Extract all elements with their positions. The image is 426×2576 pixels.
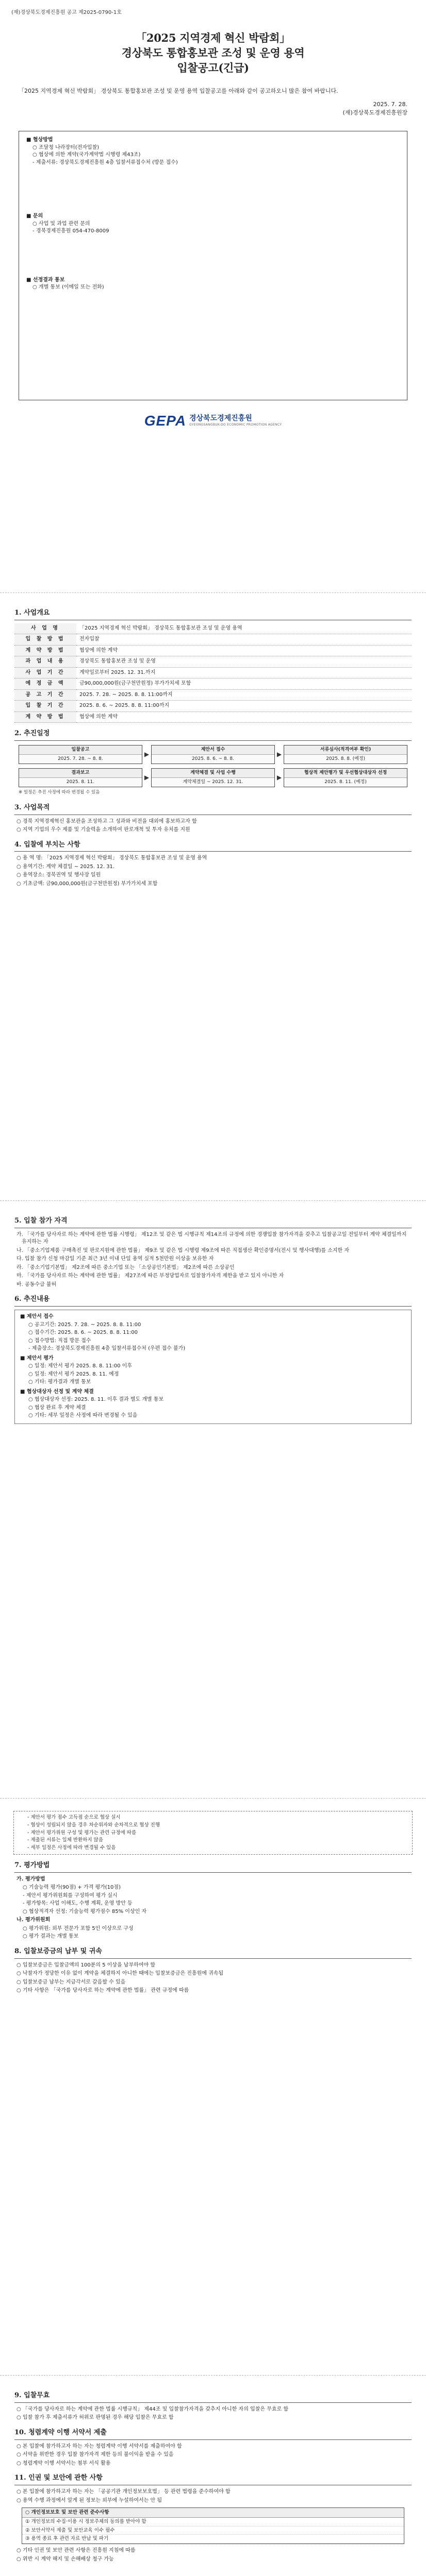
- process-box: ■ 제안서 접수 ○ 공고기간: 2025. 7. 28. ~ 2025. 8. 8. 11:00 ○ 접수기간: 2025. 8. 6. ~ 2025. 8. 8. 11:00 ○ 접수방법: 직접 방문 접수 - 제출장소: 경상북도경제진흥원 4층 입찰서류접수처 (우편 접수 불가) ■ 제안서 평가 ○ 일정: 제안서 평가 2025. 8. 8. 11:00 이후 ○ 일정: 제안서 평가 2025. 8. 11. 예정 ○ 기타: 평가결과 개별 통보 ■ 협상대상자 선정 및 계약 체결 ○ 협상대상자 선정: 2025. 8. 11. 이후 결과 별도 개별 통보 ○ 협상 완료 후 계약 체결 ○ 기타: 세부 일정은 사정에 따라 변경될 수 있음: [14, 1310, 412, 1424]
- info-box: ■ 협상방법 ○ 조달청 나라장터(전자입찰) ○ 협상에 의한 계약(국가계약법 시행령 제43조) - 제출서류: 경상북도경제진흥원 4층 입찰서류접수처 (방문 접수) ■ 문의 ○ 사업 및 과업 관련 문의 - 경북경제진흥원 054-470-8009 ■ 선정결과 통보 ○ 개별 통보 (이메일 또는 전화): [19, 131, 407, 400]
- overview-key: 입 찰 기 간: [14, 701, 76, 712]
- section-heading: 1. 사업개요: [14, 608, 412, 620]
- overview-row: [14, 645, 412, 656]
- info-heading: ■ 협상방법: [26, 137, 53, 143]
- step-date: 2025. 8. 6. ~ 8. 8.: [192, 756, 234, 762]
- section-heading: 10. 청렴계약 이행 서약서 제출: [14, 2428, 412, 2440]
- section-schedule: [11, 729, 415, 796]
- overview-row: [14, 634, 412, 646]
- schedule-note: ※ 일정은 추진 사정에 따라 변경될 수 있음: [19, 790, 100, 795]
- schedule-step: [19, 768, 142, 787]
- overview-key: 예 정 금 액: [14, 679, 76, 690]
- overview-row: [14, 656, 412, 668]
- schedule-step: [284, 768, 407, 787]
- overview-key: 계 약 방 법: [14, 645, 76, 656]
- overview-row: [14, 689, 412, 701]
- overview-value: 경상북도 통합홍보관 조성 및 운영: [76, 656, 412, 668]
- step-date: 2025. 7. 28. ~ 8. 8.: [58, 756, 103, 762]
- overview-row: [14, 679, 412, 690]
- security-highlight-box: ○ 개인정보보호 및 보안 관련 준수사항 ① 개인정보의 수집·이용 시 정보주체의 동의를 받아야 함 ② 보안서약서 제출 및 보안교육 이수 필수 ③ 용역 종료 후 관련 자료 반납 및 파기: [22, 2507, 404, 2544]
- section-heading: 3. 사업목적: [14, 803, 412, 815]
- info-heading: ■ 문의: [26, 213, 43, 219]
- notice-number: (재)경상북도경제진흥원 공고 제2025-0790-1호: [11, 10, 122, 15]
- step-date: 2025. 8. 8. (예정): [326, 756, 366, 762]
- schedule-step: [19, 745, 142, 764]
- logo-mark: GEPA: [144, 412, 186, 429]
- schedule-row: [14, 744, 412, 765]
- overview-key: 사 업 기 간: [14, 667, 76, 679]
- overview-key: 입 찰 방 법: [14, 634, 76, 646]
- cover-sheet: [0, 0, 426, 592]
- overview-value: 계약일로부터 2025. 12. 31.까지: [76, 667, 412, 679]
- overview-value: 2025. 7. 28. ~ 2025. 8. 8. 11:00까지: [76, 689, 412, 701]
- arrow-right-icon: ▶: [144, 751, 150, 758]
- overview-value: 2025. 8. 6. ~ 2025. 8. 8. 11:00까지: [76, 701, 412, 712]
- arrow-right-icon: ▶: [276, 751, 282, 758]
- page-title: 「2025 지역경제 혁신 박람회」 경상북도 통합홍보관 조성 및 운영 용역 입찰공고(긴급): [121, 31, 305, 75]
- section-eligibility: 5. 입찰 참가 자격 가. 「국가를 당사자로 하는 계약에 관한 법률 시행령」 제12조 및 같은 법 시행규칙 제14조의 규정에 의한 경쟁입찰 참가자격을 갖추고 입찰공고일 전일부터 계약 체결일까지 유지하는 자 나. 「중소기업제품 구매촉진 및 판로지원에 관한 법률」 제9조 및 같은 법 시행령 제9조에 따른 직접생산 확인증명서(전시 및 행사대행)를 소지한 자 다. 입찰 참가 신청 마감일 기준 최근 3년 이내 단일 용역 실적 5천만원 이상을 보유한 자 라. 「중소기업기본법」 제2조에 따른 중소기업 또는 「소상공인기본법」 제2조에 따른 소상공인 마. 「국가를 당사자로 하는 계약에 관한 법률」 제27조에 따른 부정당업자로 입찰참가자격 제한을 받고 있지 아니한 자 바. 공동수급 불허: [11, 1216, 415, 1289]
- step-label: 제안서 접수: [152, 745, 274, 755]
- section-security: 11. 인권 및 보안에 관한 사항 ○ 본 입찰에 참가하고자 하는 자는 「공공기관 개인정보보호법」 등 관련 법령을 준수하여야 함 ○ 용역 수행 과정에서 알게 된 정보는 외부에 누설하여서는 안 됨 ○ 개인정보보호 및 보안 관련 준수사항 ① 개인정보의 수집·이용 시 정보주체의 동의를 받아야 함 ② 보안서약서 제출 및 보안교육 이수 필수 ③ 용역 종료 후 관련 자료 반납 및 파기 ○ 기타 인권 및 보안 관련 사항은 진흥원 지침에 따름 ○ 위반 시 계약 해지 및 손해배상 청구 가능: [11, 2473, 415, 2563]
- arrow-right-icon: ▶: [276, 774, 282, 782]
- section-evaluation: 7. 평가방법 가. 평가방법 ○ 기술능력 평가(90점) + 가격 평가(10점) - 제안서 평가위원회를 구성하여 평가 실시 - 평가항목: 사업 이해도, 수행 계획, 운영 방안 등 ○ 협상적격자 선정: 기술능력 평가점수 85% 이상인 자 나. 평가위원회 ○ 평가위원: 외부 전문가 포함 5인 이상으로 구성 ○ 평가 결과는 개별 통보: [11, 1861, 415, 1941]
- step-date: 2025. 8. 11. (예정): [324, 779, 367, 785]
- section-heading: 8. 입찰보증금의 납부 및 귀속: [14, 1947, 412, 1959]
- overview-key: 계 약 방 법: [14, 711, 76, 723]
- step-label: 입찰공고: [19, 745, 142, 755]
- overview-row: [14, 623, 412, 634]
- section-heading: 6. 추진내용: [14, 1295, 412, 1307]
- overview-value: 협상에 의한 계약: [76, 645, 412, 656]
- section-bid-items: 4. 입찰에 부치는 사항 ○ 용 역 명: 「2025 지역경제 혁신 박람회」 경상북도 통합홍보관 조성 및 운영 용역 ○ 용역기간: 계약 체결일 ~ 2025. 12. 31. ○ 용역장소: 경북권역 및 행사장 일원 ○ 기초금액: 금90,000,000원(금구천만원정) 부가가치세 포함: [11, 840, 415, 888]
- info-heading: ■ 선정결과 통보: [26, 277, 65, 283]
- schedule-step: [284, 745, 407, 764]
- org-logo: GEPA 경상북도경제진흥원 GYEONGSANGBUK-DO ECONOMIC PROMOTION AGENCY: [11, 411, 415, 432]
- sheet-4: [0, 1798, 426, 2375]
- overview-key: 과 업 내 용: [14, 656, 76, 668]
- section-heading: 4. 입찰에 부치는 사항: [14, 840, 412, 852]
- overview-value: 전자입찰: [76, 634, 412, 646]
- step-label: 계약체결 및 사업 수행: [152, 769, 274, 778]
- overview-value: 「2025 지역경제 혁신 박람회」 경상북도 통합홍보관 조성 및 운영 용역: [76, 623, 412, 634]
- section-invalid: 9. 입찰무효 ○ 「국가를 당사자로 하는 계약에 관한 법률 시행규칙」 제44조 및 입찰참가자격을 갖추지 아니한 자의 입찰은 무효로 함 ○ 입찰 참가 후 제출서류가 허위로 판명된 경우 해당 입찰은 무효로 함: [11, 2391, 415, 2422]
- sheet-2: [0, 592, 426, 1200]
- section-heading: 2. 추진일정: [14, 729, 412, 741]
- overview-row: [14, 711, 412, 723]
- notice-date: 2025. 7. 28.: [373, 100, 407, 108]
- sheet-3: [0, 1200, 426, 1798]
- overview-key: 사 업 명: [14, 623, 76, 634]
- overview-key: 공 고 기 간: [14, 689, 76, 701]
- overview-row: [14, 667, 412, 679]
- overview-row: [14, 701, 412, 712]
- section-bid-bond: 8. 입찰보증금의 납부 및 귀속 ○ 입찰보증금은 입찰금액의 100분의 5 이상을 납부하여야 함 ○ 낙찰자가 정당한 이유 없이 계약을 체결하지 아니한 때에는 입찰보증금은 진흥원에 귀속됨 ○ 입찰보증금 납부는 지급각서로 갈음할 수 있음 ○ 기타 사항은 「국가를 당사자로 하는 계약에 관한 법률」 관련 규정에 따름: [11, 1947, 415, 1995]
- issuing-org: (재)경상북도경제진흥원장: [342, 109, 407, 116]
- step-label: 서류심사(적격여부 확인): [284, 745, 407, 755]
- process-notes: - 제안서 평가 점수 고득점 순으로 협상 실시 - 협상이 성립되지 않을 경우 차순위자와 순차적으로 협상 진행 - 제안서 평가위원 구성 및 평가는 관련 규정에 따름 - 제출된 서류는 일체 반환하지 않음 - 세부 일정은 사정에 따라 변경될 수 있음: [13, 1811, 413, 1855]
- step-date: 계약체결일 ~ 2025. 12. 31.: [183, 779, 243, 785]
- section-overview: [11, 608, 415, 723]
- section-heading: 5. 입찰 참가 자격: [14, 1216, 412, 1228]
- section-process: [11, 1295, 415, 1423]
- overview-value: 금90,000,000원(금구천만원정) 부가가치세 포함: [76, 679, 412, 690]
- schedule-step: [151, 745, 275, 764]
- intro-text: 「2025 지역경제 혁신 박람회」 경상북도 통합홍보관 조성 및 운영 용역 입찰공고를 아래와 같이 공고하오니 많은 참여 바랍니다.: [19, 87, 338, 94]
- step-label: 결과보고: [19, 769, 142, 778]
- section-purpose: 3. 사업목적 ○ 경북 지역경제혁신 홍보관을 조성하고 그 성과와 비전을 대외에 홍보하고자 함 ○ 지역 기업의 우수 제품 및 기술력을 소개하여 판로개척 및 투자 유치를 지원: [11, 803, 415, 834]
- step-label: 협상적 제안평가 및 우선협상대상자 선정: [284, 769, 407, 778]
- schedule-step: [151, 768, 275, 787]
- arrow-right-icon: ▶: [144, 774, 150, 782]
- section-heading: 9. 입찰무효: [14, 2391, 412, 2403]
- section-integrity: 10. 청렴계약 이행 서약서 제출 ○ 본 입찰에 참가하고자 하는 자는 청렴계약 이행 서약서를 제출하여야 함 ○ 서약을 위반한 경우 입찰 참가자격 제한 등의 불이익을 받을 수 있음 ○ 청렴계약 이행 서약서는 첨부 서식 활용: [11, 2428, 415, 2467]
- schedule-row: [14, 767, 412, 788]
- section-heading: 7. 평가방법: [14, 1861, 412, 1873]
- step-date: 2025. 8. 11.: [66, 779, 95, 785]
- overview-value: 협상에 의한 계약: [76, 711, 412, 723]
- section-heading: 11. 인권 및 보안에 관한 사항: [14, 2473, 412, 2485]
- overview-table: [14, 623, 412, 723]
- sheet-5: [0, 2375, 426, 2576]
